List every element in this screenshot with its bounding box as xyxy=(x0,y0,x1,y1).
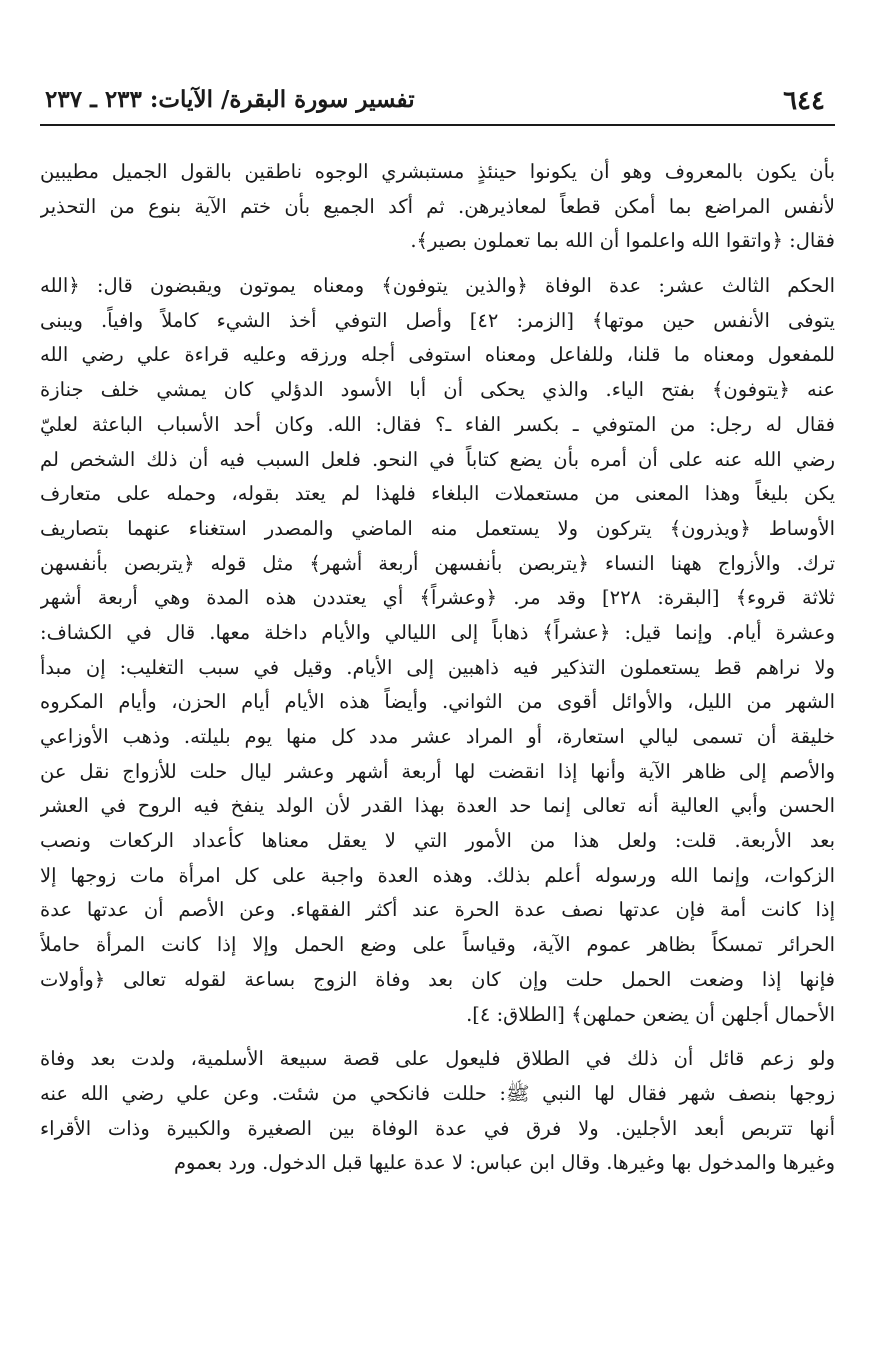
body-text xyxy=(40,155,835,1181)
paragraph xyxy=(40,1042,835,1181)
text-line: وعشرة أيام. وإنما قيل: ﴿عشراً﴾ ذهاباً إلى الليالي والأيام داخلة معها. قال في الكشاف: xyxy=(40,620,835,644)
text-line: وغيرها والمدخول بها وغيرها. وقال ابن عباس: لا عدة عليها قبل الدخول. ورد بعموم xyxy=(173,1151,835,1175)
text-line: يتوفى الأنفس حين موتها﴾ [الزمر: ٤٢] وأصل التوفي أخذ الشيء كاملاً وافياً. ويبنى xyxy=(40,308,835,332)
text-line: فقال له رجل: من المتوفي ـ بكسر الفاء ـ؟ فقال: الله. وكان أحد الأسباب الباعثة لعليّ xyxy=(40,412,835,436)
text-line: رضي الله عنه على أن أمره بأن يضع كتاباً في النحو. فلعل السبب فيه أن ذلك الشخص لم xyxy=(40,447,835,471)
text-line: الزكوات، وإنما الله ورسوله أعلم بذلك. وهذه العدة واجبة على كل امرأة مات زوجها إلا xyxy=(40,863,835,887)
text-line: بعد الأربعة. قلت: ولعل هذا من الأمور التي لا يعقل معناها كأعداد الركعات ونصب xyxy=(40,829,835,853)
text-line: فقال: ﴿واتقوا الله واعلموا أن الله بما تعملون بصير﴾. xyxy=(410,229,835,253)
text-line: إذا كانت أمة فإن عدتها نصف عدة الحرة عند أكثر الفقهاء. وعن الأصم أن عدتها عدة xyxy=(40,898,835,922)
text-line: أنها تتربص أبعد الأجلين. ولا فرق في عدة الوفاة بين الصغيرة والكبيرة وذات الأقراء xyxy=(40,1116,835,1140)
running-title: تفسير سورة البقرة/ الآيات: ٢٣٣ ـ ٢٣٧ xyxy=(45,86,415,113)
text-line: ولا نراهم قط يستعملون التذكير فيه ذاهبين إلى الأيام. وقيل في سبب التغليب: إن مبدأ xyxy=(40,655,835,679)
header-rule xyxy=(40,124,835,126)
text-line: الأحمال أجلهن أن يضعن حملهن﴾ [الطلاق: ٤]. xyxy=(466,1002,835,1026)
text-line: ولو زعم قائل أن ذلك في الطلاق فليعول على قصة سبيعة الأسلمية، ولدت بعد وفاة xyxy=(40,1047,835,1071)
text-line: الشهر من الليل، والأوائل أقوى من الثواني. وأيضاً هذه الأيام أيام الحزن، وأيام المكروه xyxy=(40,690,835,714)
text-line: بأن يكون بالمعروف وهو أن يكونوا حينئذٍ مستبشري الوجوه ناطقين بالقول الجميل مطيبين xyxy=(40,160,835,183)
paragraph-gap xyxy=(40,259,835,269)
text-line: للمفعول ومعناه ما قلنا، وللفاعل ومعناه استوفى أجله ورزقه وعليه قراءة علي رضي الله xyxy=(40,343,835,367)
text-line: يكن بليغاً وهذا المعنى من مستعملات البلغاء فلهذا لم يعتد بقوله، وحمله على متعارف xyxy=(40,482,835,506)
paragraph xyxy=(40,155,835,259)
text-line: عنه ﴿يتوفون﴾ بفتح الياء. والذي يحكى أن أبا الأسود الدؤلي كان يمشي خلف جنازة xyxy=(40,378,835,402)
text-line: الحرائر تمسكاً بظاهر عموم الآية، وقياساً على وضع الحمل وإلا إذا كانت المرأة حاملاً xyxy=(40,933,835,957)
paragraph-gap xyxy=(40,1032,835,1042)
text-line: والأصم إلى ظاهر الآية وأنها إذا انقضت لها أربعة أشهر وعشر ليال حلت للأزواج نقل عن xyxy=(40,759,835,783)
text-line: لأنفس المراضع بما أمكن قطعاً لمعاذيرهن. ثم أكد الجميع بأن ختم الآية بنوع من التحذير xyxy=(40,194,835,218)
text-line: الحكم الثالث عشر: عدة الوفاة ﴿والذين يتوفون﴾ ومعناه يموتون ويقبضون قال: ﴿الله xyxy=(40,274,835,298)
book-page xyxy=(40,60,835,1350)
text-line: الأوساط ﴿ويذرون﴾ يتركون ولا يستعمل منه الماضي والمصدر استغناء عنهما بتصاريف xyxy=(40,516,835,540)
text-line: زوجها بنصف شهر فقال لها النبي ﷺ: حللت فانكحي من شئت. وعن علي رضي الله عنه xyxy=(40,1081,835,1105)
text-line: خليقة أن تسمى ليالي استعارة، أو المراد عشر مدد كل منها يوم بليلته. وذهب الأوزاعي xyxy=(40,725,835,748)
text-line: الحسن وأبي العالية أنه تعالى إنما حد العدة بهذا القدر لأن الولد ينفخ فيه الروح في العشر xyxy=(40,794,835,818)
text-line: ترك. والأزواج ههنا النساء ﴿يتربصن بأنفسهن أربعة أشهر﴾ مثل قوله ﴿يتربصن بأنفسهن xyxy=(40,551,835,575)
text-line: ثلاثة قروء﴾ [البقرة: ٢٢٨] وقد مر. ﴿وعشراً﴾ أي يعتددن هذه المدة وهي أربعة أشهر xyxy=(40,586,835,610)
text-line: فإنها إذا وضعت الحمل حلت وإن كان بعد وفاة الزوج بساعة لقوله تعالى ﴿وأولات xyxy=(40,967,835,991)
page-header xyxy=(40,82,835,122)
page-number: ٦٤٤ xyxy=(783,86,825,116)
paragraph xyxy=(40,269,835,1032)
